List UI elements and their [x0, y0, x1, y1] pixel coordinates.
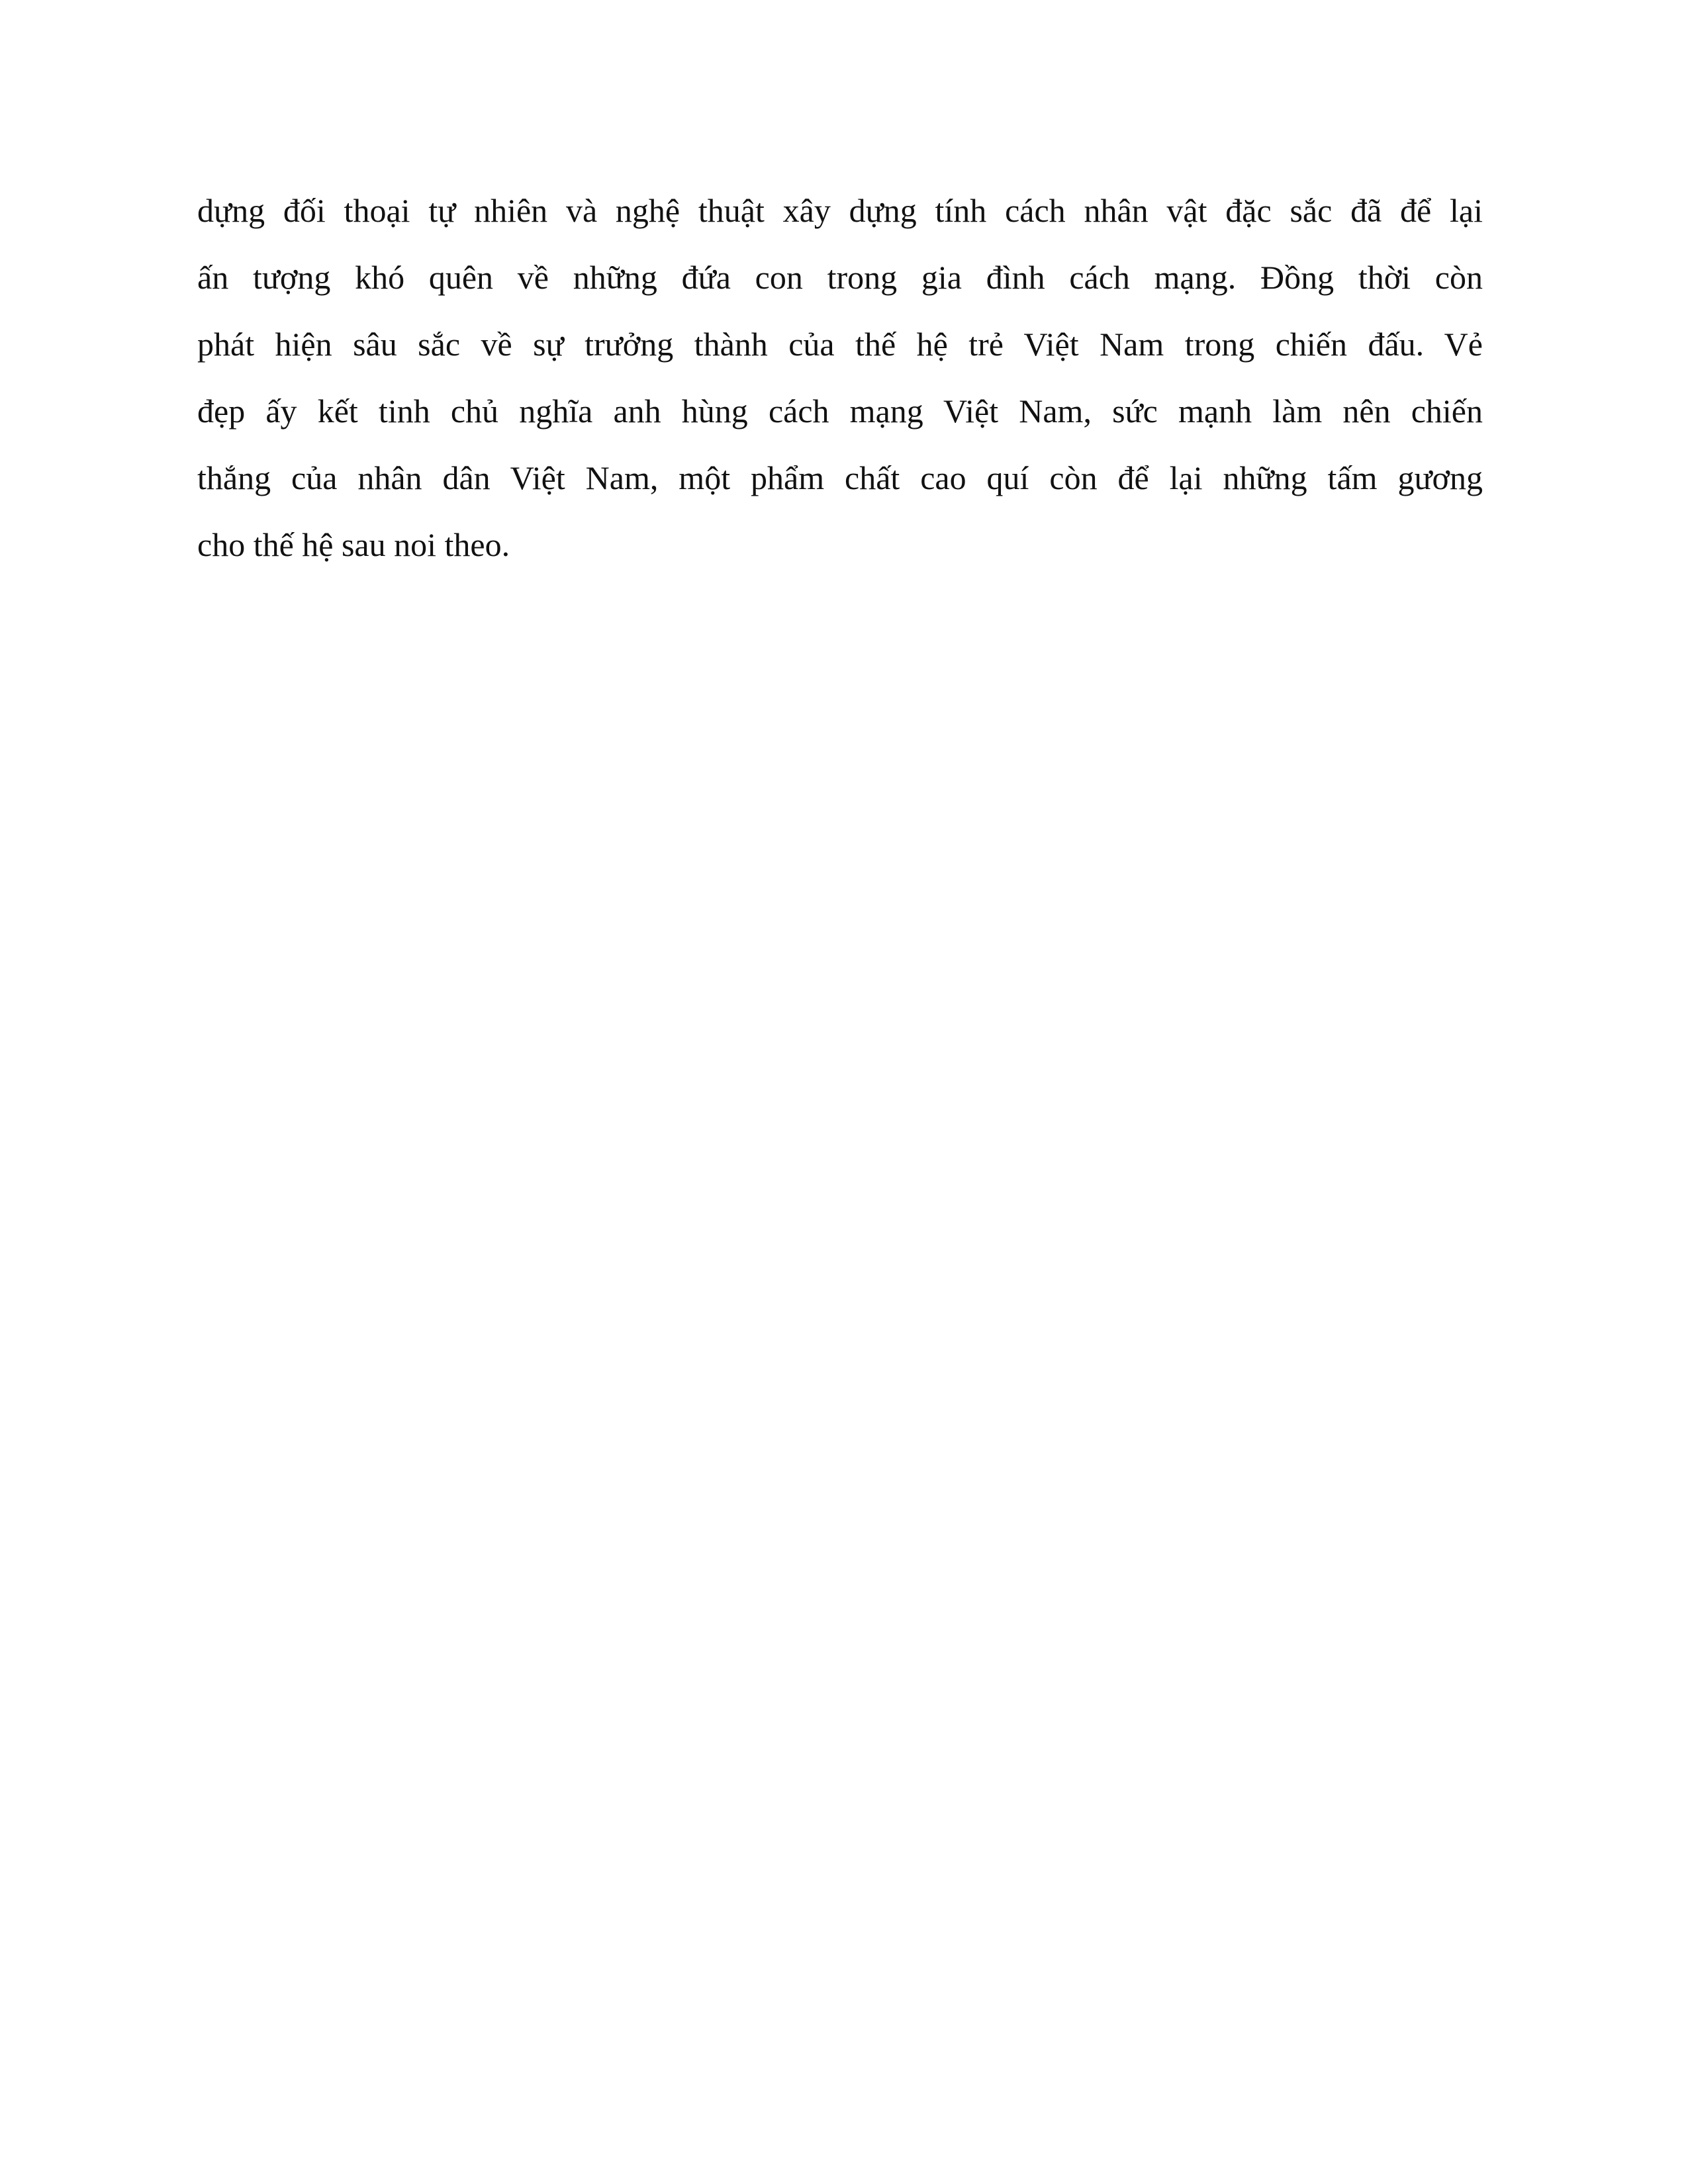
paragraph-line-3: phát hiện sâu sắc về sự trưởng thành của thế hệ trẻ Việt Nam trong chiến đấu. Vẻ — [197, 326, 1483, 363]
paragraph-line-2: ấn tượng khó quên về những đứa con trong gia đình cách mạng. Đồng thời còn — [197, 259, 1483, 296]
body-paragraph — [197, 177, 1483, 578]
paragraph-line-6: cho thế hệ sau noi theo. — [197, 526, 510, 563]
paragraph-line-4: đẹp ấy kết tinh chủ nghĩa anh hùng cách mạng Việt Nam, sức mạnh làm nên chiến — [197, 392, 1483, 430]
paragraph-line-5: thắng của nhân dân Việt Nam, một phẩm chất cao quí còn để lại những tấm gương — [197, 459, 1483, 496]
paragraph-line-1: dựng đối thoại tự nhiên và nghệ thuật xây dựng tính cách nhân vật đặc sắc đã để lại — [197, 192, 1483, 229]
